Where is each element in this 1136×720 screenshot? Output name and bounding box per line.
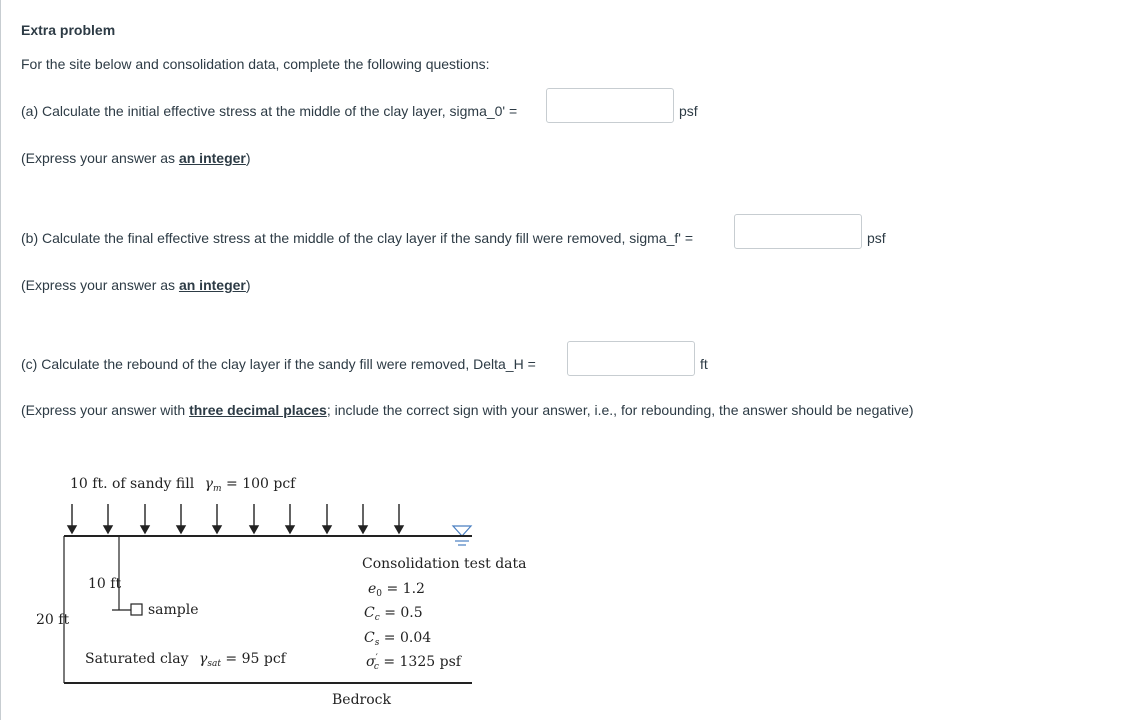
fill-label: 10 ft. of sandy fill $\gamma_m = 100$ pcf <box>70 476 296 494</box>
cs-value: $C_s = 0.04$ <box>364 630 432 648</box>
answer-a-unit: psf <box>679 103 698 119</box>
answer-c-input[interactable] <box>567 341 695 376</box>
clay-label: Saturated clay $\gamma_{sat} = 95$ pcf <box>85 651 286 669</box>
answer-c-unit: ft <box>700 356 708 372</box>
sample-icon <box>131 604 142 615</box>
surcharge-arrows <box>68 504 403 533</box>
question-a-prompt: (a) Calculate the initial effective stress at the middle of the clay layer, sigma_0' = <box>21 103 518 119</box>
note-a-emphasis: an integer <box>178 150 246 166</box>
answer-b-unit: psf <box>867 230 886 246</box>
note-c-prefix: (Express your answer with <box>21 402 190 418</box>
soil-profile-figure <box>0 440 560 710</box>
cc-value: $C_c = 0.5$ <box>364 605 423 623</box>
note-a-prefix: (Express your answer as <box>21 150 179 166</box>
question-b-note <box>21 276 251 294</box>
bedrock-label: Bedrock <box>332 692 391 708</box>
answer-b-input[interactable] <box>734 214 862 249</box>
note-c-suffix: ; include the correct sign with your answer, i.e., for rebounding, the answer should be negative) <box>326 402 914 418</box>
question-c-note <box>21 401 914 419</box>
note-c-emphasis: three decimal places <box>189 402 327 418</box>
note-b-prefix: (Express your answer as <box>21 277 179 293</box>
question-title: Extra problem <box>21 22 116 38</box>
question-b-prompt: (b) Calculate the final effective stress at the middle of the clay layer if the sandy fill were removed, sigma_f' = <box>21 230 694 246</box>
question-c-prompt: (c) Calculate the rebound of the clay layer if the sandy fill were removed, Delta_H = <box>21 356 536 372</box>
question-intro: For the site below and consolidation data, complete the following questions: <box>21 56 490 72</box>
question-a-note <box>21 149 251 167</box>
note-b-emphasis: an integer <box>178 277 246 293</box>
e0-value: $e_0 = 1.2$ <box>368 581 425 599</box>
preconsolidation-value: σ′ c = 1325 psf <box>366 653 461 672</box>
sample-label: sample <box>148 602 199 618</box>
test-data-title: Consolidation test data <box>362 556 527 572</box>
sample-depth-label: 10 ft <box>88 576 122 592</box>
clay-thickness-label: 20 ft <box>36 612 70 628</box>
answer-a-input[interactable] <box>546 88 674 123</box>
note-a-suffix: ) <box>245 150 251 166</box>
note-b-suffix: ) <box>245 277 251 293</box>
